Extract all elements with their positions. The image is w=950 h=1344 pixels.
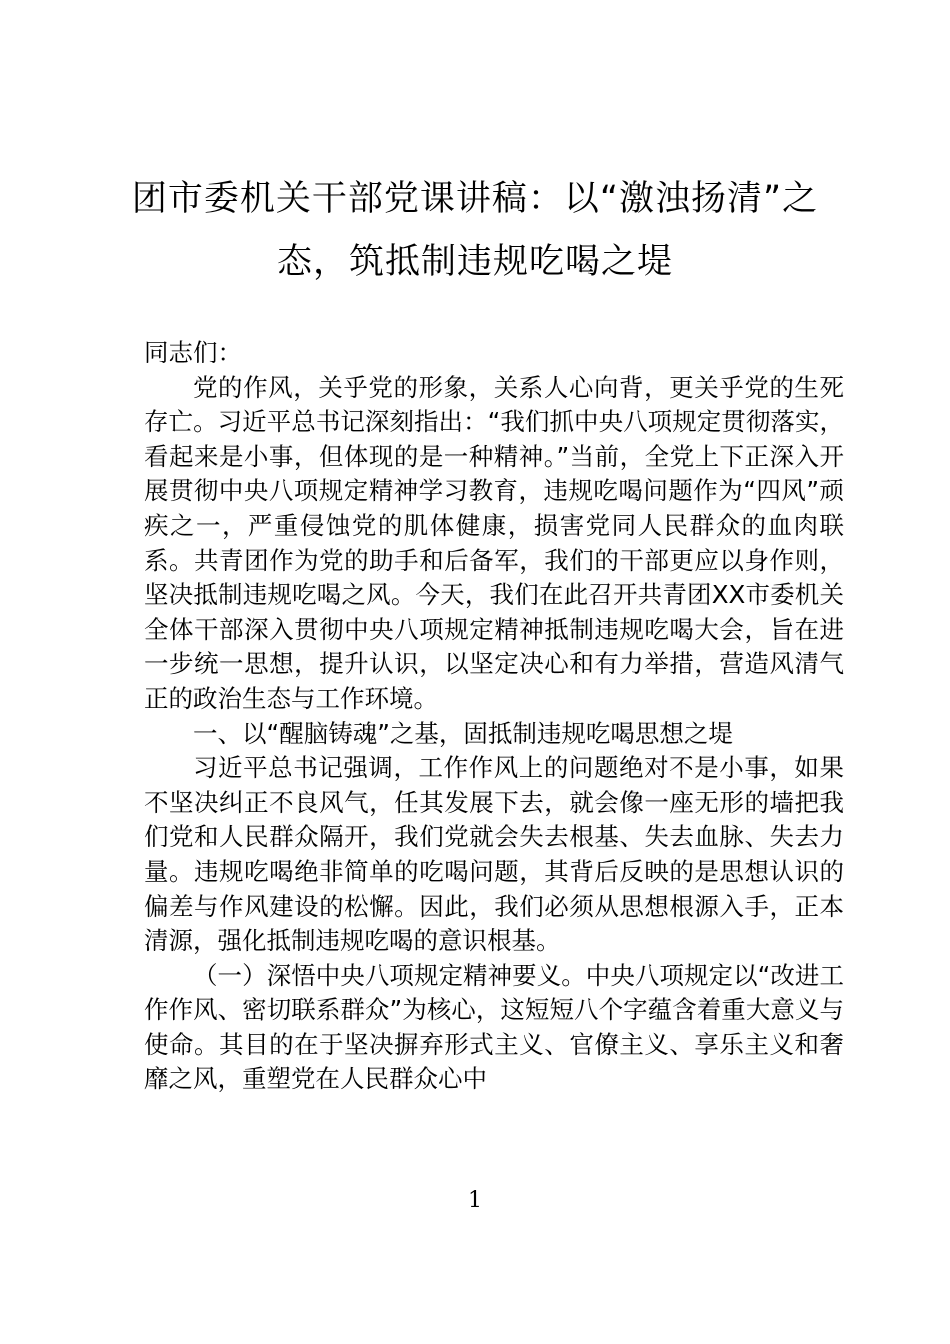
paragraph-subsection-1: （一）深悟中央八项规定精神要义。中央八项规定以“改进工作作风、密切联系群众”为核心，这短短八个字蕴含着重大意义与使命。其目的在于坚决摒弃形式主义、官僚主义、享乐主义和奢靡之风，重塑党在人民群众心中 [144, 960, 844, 1094]
section-heading-1: 一、以“醒脑铸魂”之基，固抵制违规吃喝思想之堤 [193, 718, 733, 748]
salutation: 同志们： [144, 338, 242, 367]
paragraph-section-1: 习近平总书记强调，工作作风上的问题绝对不是小事，如果不坚决纠正不良风气，任其发展下去，就会像一座无形的墙把我们党和人民群众隔开，我们党就会失去根基、失去血脉、失去力量。违规吃喝绝非简单的吃喝问题，其背后反映的是思想认识的偏差与作风建设的松懈。因此，我们必须从思想根源入手，正本清源，强化抵制违规吃喝的意识根基。 [144, 753, 844, 956]
paragraph-intro: 党的作风，关乎党的形象，关系人心向背，更关乎党的生死存亡。习近平总书记深刻指出：“我们抓中央八项规定贯彻落实，看起来是小事，但体现的是一种精神。”当前，全党上下正深入开展贯彻中央八项规定精神学习教育，违规吃喝问题作为“四风”顽疾之一，严重侵蚀党的肌体健康，损害党同人民群众的血肉联系。共青团作为党的助手和后备军，我们的干部更应以身作则，坚决抵制违规吃喝之风。今天，我们在此召开共青团XX市委机关全体干部深入贯彻中央八项规定精神抵制违规吃喝大会，旨在进一步统一思想，提升认识，以坚定决心和有力举措，营造风清气正的政治生态与工作环境。 [144, 372, 844, 713]
document-body [144, 336, 844, 1097]
document-title: 团市委机关干部党课讲稿：以“激浊扬清”之态，筑抵制违规吃喝之堤 [131, 179, 819, 282]
page-number: 1 [468, 1188, 482, 1213]
